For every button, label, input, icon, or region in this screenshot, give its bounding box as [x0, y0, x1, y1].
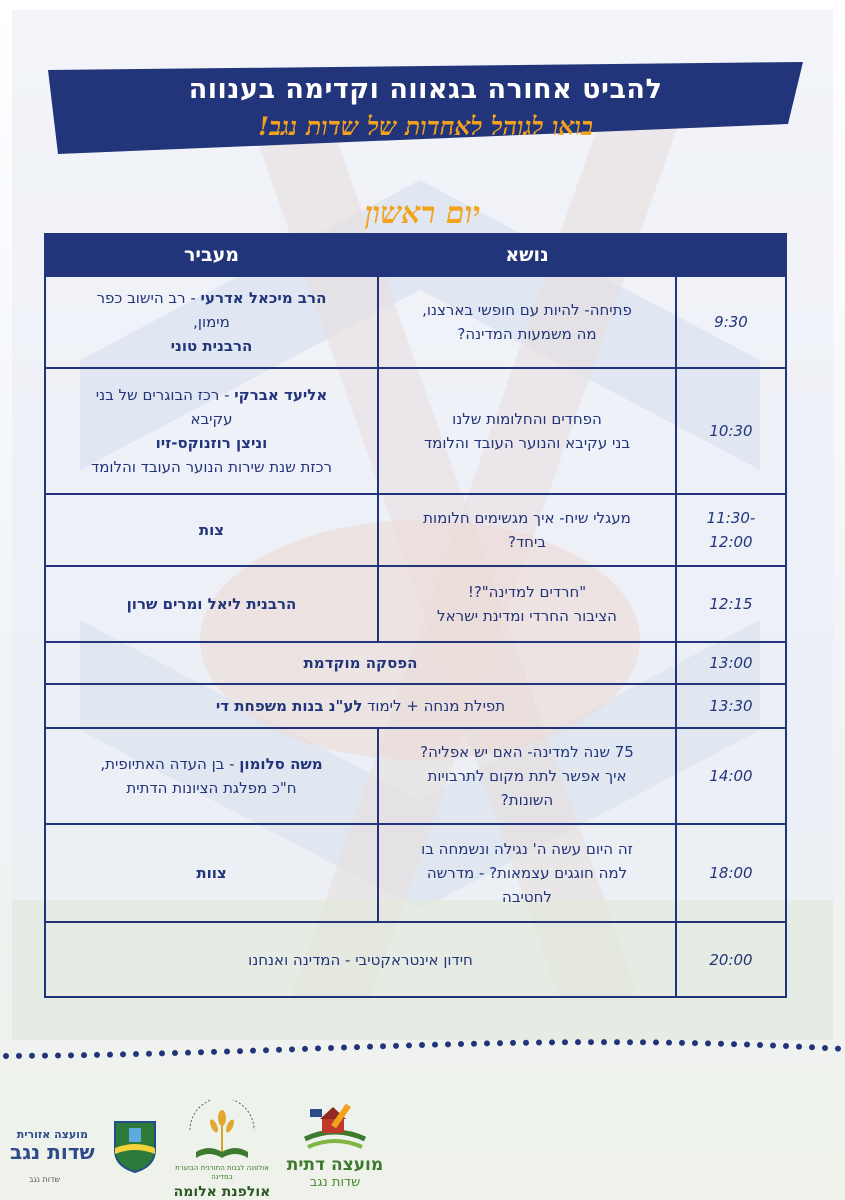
- council-crest-icon: [111, 1118, 159, 1174]
- divider-dot: [276, 1047, 282, 1053]
- divider-dot: [94, 1052, 100, 1058]
- divider-dot: [744, 1042, 750, 1048]
- topic-line: ביחד?: [508, 533, 546, 551]
- divider-dot: [393, 1043, 399, 1049]
- divider-dot: [55, 1053, 61, 1059]
- divider-dot: [16, 1053, 22, 1059]
- row-speaker: [45, 276, 378, 368]
- divider-dot: [822, 1045, 828, 1051]
- page-title: להביט אחורה בגאווה וקדימה בענווה: [188, 74, 663, 105]
- row-topic: [378, 566, 676, 642]
- divider-dot: [809, 1044, 815, 1050]
- divider-dot: [341, 1045, 347, 1051]
- row-topic: [378, 494, 676, 566]
- ulpana-logo: אולפנה לבנות התורנית הבוערת במדינה אולפנת אלומה: [172, 1100, 272, 1200]
- topic-line: "חרדים למדינה"?!: [467, 583, 587, 601]
- divider-dot: [263, 1047, 269, 1053]
- speaker-line: צוות: [196, 864, 227, 882]
- table-row: [45, 824, 786, 922]
- row-time: 13:30: [676, 684, 786, 728]
- header-time: [676, 234, 786, 276]
- header-banner: [48, 62, 803, 154]
- divider-dot: [770, 1043, 776, 1049]
- divider-dot: [653, 1039, 659, 1045]
- regional-council-logo: מועצה אזורית שדות נגב שדות נגב: [10, 1118, 170, 1186]
- row-time: 11:30-12:00: [676, 494, 786, 566]
- divider-dot: [536, 1040, 542, 1046]
- table-row: [45, 728, 786, 824]
- row-speaker: [45, 368, 378, 494]
- table-row: [45, 642, 786, 684]
- divider-dot: [120, 1051, 126, 1057]
- divider-dot: [692, 1040, 698, 1046]
- table-row: [45, 368, 786, 494]
- divider-dot: [549, 1039, 555, 1045]
- divider-dot: [406, 1042, 412, 1048]
- divider-dot: [289, 1046, 295, 1052]
- row-time: 18:00: [676, 824, 786, 922]
- row-time: 13:00: [676, 642, 786, 684]
- divider-dot: [614, 1039, 620, 1045]
- speaker-line: הרב מיכאל אדרעי - רב הישוב כפר: [96, 289, 327, 307]
- divider-dot: [432, 1042, 438, 1048]
- dotted-divider: [0, 1020, 845, 1070]
- divider-dot: [354, 1044, 360, 1050]
- divider-dot: [705, 1040, 711, 1046]
- topic-line: בני עקיבא והנוער העובד והלומד: [423, 434, 631, 452]
- divider-dot: [783, 1043, 789, 1049]
- divider-dot: [81, 1052, 87, 1058]
- divider-dot: [68, 1052, 74, 1058]
- divider-dot: [328, 1045, 334, 1051]
- topic-line: מעגלי שיח- איך מגשימים חלומות: [423, 509, 631, 527]
- divider-dot: [29, 1053, 35, 1059]
- topic-line: זה היום עשה ה' נגילה ונשמחה בו: [421, 840, 633, 858]
- divider-dot: [185, 1050, 191, 1056]
- row-speaker: [45, 494, 378, 566]
- divider-dot: [380, 1043, 386, 1049]
- divider-dot: [835, 1046, 841, 1052]
- divider-dot: [146, 1051, 152, 1057]
- speaker-line: אליעד אברקי - רכז הבוגרים של בני: [95, 386, 328, 404]
- speaker-line: עקיבא: [190, 410, 233, 428]
- row-time: 10:30: [676, 368, 786, 494]
- topic-line: השונות?: [500, 791, 554, 809]
- row-topic: [378, 368, 676, 494]
- divider-dot: [562, 1039, 568, 1045]
- divider-dot: [588, 1039, 594, 1045]
- speaker-line: משה סלומון - בן העדה האתיופית,: [100, 755, 323, 773]
- divider-dot: [458, 1041, 464, 1047]
- divider-dot: [575, 1039, 581, 1045]
- divider-dot: [497, 1040, 503, 1046]
- religious-council-logo: מועצה דתית שדות נגב: [275, 1095, 395, 1191]
- row-time: 12:15: [676, 566, 786, 642]
- divider-dot: [471, 1041, 477, 1047]
- divider-dot: [159, 1050, 165, 1056]
- wheat-book-icon: [182, 1100, 262, 1164]
- row-merged: תפילת מנחה + לימוד לע"נ בנות משפחת די: [45, 684, 676, 728]
- speaker-line: הרבנית טוני: [170, 337, 253, 355]
- row-topic: [378, 276, 676, 368]
- divider-dot: [107, 1052, 113, 1058]
- row-speaker: [45, 824, 378, 922]
- divider-dot: [445, 1041, 451, 1047]
- schedule-table: [44, 233, 787, 998]
- divider-dot: [3, 1053, 9, 1059]
- row-time: 14:00: [676, 728, 786, 824]
- divider-dot: [666, 1040, 672, 1046]
- row-merged: חידון אינטראקטיבי - המדינה ואנחנו: [45, 922, 676, 997]
- header-speaker: מעביר: [45, 234, 378, 276]
- topic-line: הציבור החרדי ומדינת ישראל: [437, 607, 617, 625]
- speaker-line: רכזת שנת שירות הנוער העובד והלומד: [91, 458, 332, 476]
- divider-dot: [250, 1048, 256, 1054]
- divider-dot: [419, 1042, 425, 1048]
- divider-dot: [731, 1041, 737, 1047]
- divider-dot: [172, 1050, 178, 1056]
- divider-dot: [796, 1044, 802, 1050]
- table-row: [45, 922, 786, 997]
- divider-dot: [640, 1039, 646, 1045]
- divider-dot: [42, 1053, 48, 1059]
- page-subtitle: בואו לגוהל לאחדות של שדות נגב!: [257, 112, 594, 141]
- header-topic: נושא: [378, 234, 676, 276]
- day-title: יום ראשון: [364, 196, 481, 231]
- divider-dot: [198, 1049, 204, 1055]
- row-merged: הפסקה מוקדמת: [45, 642, 676, 684]
- row-speaker: [45, 566, 378, 642]
- divider-dot: [523, 1040, 529, 1046]
- topic-line: איך אפשר לתת מקום לתרבויות: [427, 767, 627, 785]
- row-time: 9:30: [676, 276, 786, 368]
- religious-council-emblem-icon: [300, 1095, 370, 1155]
- table-header-row: [45, 234, 786, 276]
- speaker-line: ח"כ מפלגת הציונות הדתית: [126, 779, 297, 797]
- divider-dot: [237, 1048, 243, 1054]
- topic-line: פתיחה- להיות עם חופשי בארצנו,: [422, 301, 632, 319]
- divider-dot: [484, 1040, 490, 1046]
- divider-dot: [224, 1048, 230, 1054]
- speaker-line: צות: [198, 521, 225, 539]
- topic-line: למה חוגגים עצמאות? - מדרשה: [426, 864, 628, 882]
- topic-line: מה משמעות המדינה?: [457, 325, 597, 343]
- table-row: [45, 566, 786, 642]
- topic-line: הפחדים והחלומות שלנו: [452, 410, 602, 428]
- divider-dot: [302, 1046, 308, 1052]
- divider-dot: [601, 1039, 607, 1045]
- row-topic: [378, 728, 676, 824]
- divider-dot: [510, 1040, 516, 1046]
- divider-dot: [627, 1039, 633, 1045]
- topic-line: לחטיבה: [502, 888, 552, 906]
- row-speaker: [45, 728, 378, 824]
- speaker-line: וניצן רוזנוקס-זיו: [155, 434, 268, 452]
- divider-dot: [315, 1045, 321, 1051]
- divider-dot: [718, 1041, 724, 1047]
- table-row: [45, 684, 786, 728]
- divider-dot: [757, 1042, 763, 1048]
- speaker-line: הרבנית ליאל ומרים שרון: [126, 595, 297, 613]
- table-row: [45, 494, 786, 566]
- topic-line: 75 שנה למדינה- האם יש אפליה?: [420, 743, 634, 761]
- row-time: 20:00: [676, 922, 786, 997]
- speaker-line: מימון,: [193, 313, 230, 331]
- divider-dot: [211, 1049, 217, 1055]
- divider-dot: [133, 1051, 139, 1057]
- table-row: [45, 276, 786, 368]
- divider-dot: [679, 1040, 685, 1046]
- divider-dot: [367, 1044, 373, 1050]
- row-topic: [378, 824, 676, 922]
